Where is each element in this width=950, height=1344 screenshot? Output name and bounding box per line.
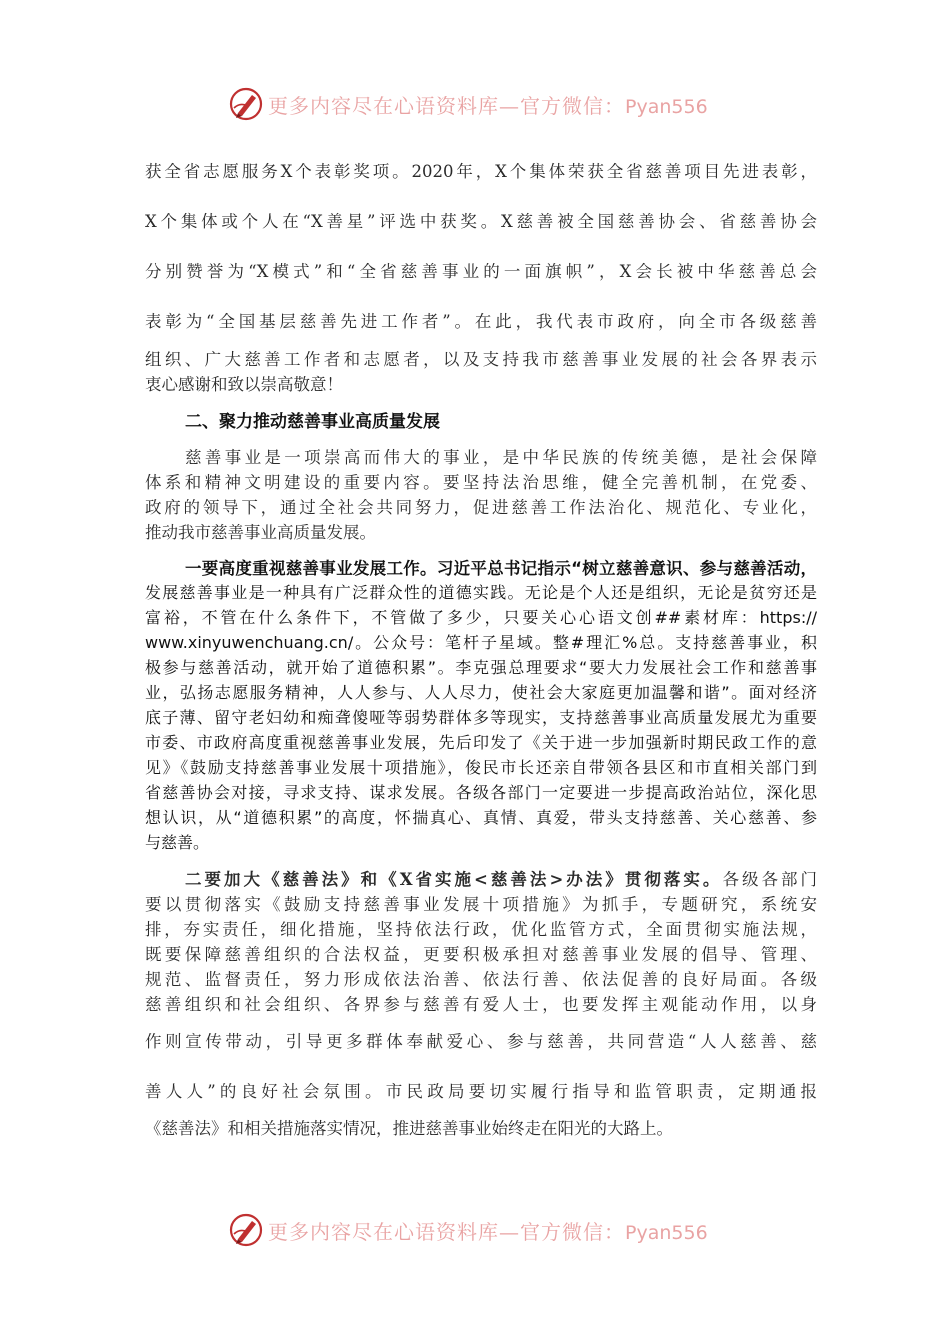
para3-line-7: 底子薄、留守老妇幼和痴聋傻哑等弱势群体多等现实，支持慈善事业高质量发展尤为重要 <box>145 708 817 727</box>
para1-line-4: 表彰为“全国基层慈善先进工作者”。在此，我代表市政府，向全市各级慈善 <box>145 312 817 331</box>
pen-logo-icon <box>228 1212 264 1248</box>
para2-line-2: 体系和精神文明建设的重要内容。要坚持法治思维，健全完善机制，在党委、 <box>145 473 817 492</box>
para1-line-2: X个集体或个人在“X善星”评选中获奖。X慈善被全国慈善协会、省慈善协会 <box>145 212 817 231</box>
watermark-banner-top <box>228 84 788 124</box>
para4-line-3: 排，夯实责任，细化措施，坚持依法行政，优化监管方式，全面贯彻实施法规， <box>145 920 817 939</box>
para2-line-3: 政府的领导下，通过全社会共同努力，促进慈善工作法治化、规范化、专业化， <box>145 498 817 517</box>
para3-line-1: 一要高度重视慈善事业发展工作。习近平总书记指示“树立慈善意识、参与慈善活动， <box>185 559 817 578</box>
para2-line-4: 推动我市慈善事业高质量发展。 <box>145 523 376 542</box>
para1-line-5: 组织、广大慈善工作者和志愿者，以及支持我市慈善事业发展的社会各界表示 <box>145 350 817 369</box>
para3-line-5: 极参与慈善活动，就开始了道德积累”。李克强总理要求“要大力发展社会工作和慈善事 <box>145 658 817 677</box>
watermark-text: 更多内容尽在心语资料库—官方微信：Pyan556 <box>268 93 708 118</box>
para3-line-8: 市委、市政府高度重视慈善事业发展，先后印发了《关于进一步加强新时期民政工作的意 <box>145 733 817 752</box>
para4-line-1: 二要加大《慈善法》和《X省实施<慈善法>办法》贯彻落实。各级各部门 <box>185 870 818 889</box>
para4-line-6: 慈善组织和社会组织、各界参与慈善有爱人士，也要发挥主观能动作用，以身 <box>145 995 817 1014</box>
para4-line-7: 作则宣传带动，引导更多群体奉献爱心、参与慈善，共同营造“人人慈善、慈 <box>145 1032 817 1051</box>
para4-line-2: 要以贯彻落实《鼓励支持慈善事业发展十项措施》为抓手，专题研究，系统安 <box>145 895 817 914</box>
section-heading: 二、聚力推动慈善事业高质量发展 <box>185 412 440 432</box>
pen-logo-icon <box>228 86 264 122</box>
para3-line-12: 与慈善。 <box>145 833 210 852</box>
para4-lead: 二要加大《慈善法》和《X省实施<慈善法>办法》贯彻落实。 <box>185 870 723 889</box>
para3-line-2: 发展慈善事业是一种具有广泛群众性的道德实践。无论是个人还是组织，无论是贫穷还是 <box>145 583 817 602</box>
para4-line-4: 既要保障慈善组织的合法权益，更要积极承担对慈善事业发展的倡导、管理、 <box>145 945 817 964</box>
para3-line-10: 省慈善协会对接，寻求支持、谋求发展。各级各部门一定要进一步提高政治站位，深化思 <box>145 783 817 802</box>
para4-line-5: 规范、监督责任，努力形成依法治善、依法行善、依法促善的良好局面。各级 <box>145 970 817 989</box>
para3-line-11: 想认识，从“道德积累”的高度，怀揣真心、真情、真爱，带头支持慈善、关心慈善、参 <box>145 808 817 827</box>
para3-line-9: 见》《鼓励支持慈善事业发展十项措施》，俊民市长还亲自带领各县区和市直相关部门到 <box>145 758 817 777</box>
para4-line-9: 《慈善法》和相关措施落实情况，推进慈善事业始终走在阳光的大路上。 <box>145 1119 673 1138</box>
para3-line-4: www.xinyuwenchuang.cn/。公众号：笔杆子星域。整#理汇%总。支持慈善事业，积 <box>145 633 817 652</box>
para3-line-3: 富裕，不管在什么条件下，不管做了多少，只要关心心语文创##素材库：https:// <box>145 608 817 627</box>
para1-line-3: 分别赞誉为“X模式”和“全省慈善事业的一面旗帜”，X会长被中华慈善总会 <box>145 262 817 281</box>
para3-line-6: 业，弘扬志愿服务精神，人人参与、人人尽力，使社会大家庭更加温馨和谐”。面对经济 <box>145 683 817 702</box>
para4-line-8: 善人人”的良好社会氛围。市民政局要切实履行指导和监管职责，定期通报 <box>145 1082 817 1101</box>
watermark-banner-bottom <box>228 1210 788 1250</box>
para2-line-1: 慈善事业是一项崇高而伟大的事业，是中华民族的传统美德，是社会保障 <box>185 448 817 467</box>
para1-line-6: 衷心感谢和致以崇高敬意！ <box>145 375 343 394</box>
para1-line-1: 获全省志愿服务X个表彰奖项。2020年，X个集体荣获全省慈善项目先进表彰， <box>145 162 817 181</box>
watermark-text: 更多内容尽在心语资料库—官方微信：Pyan556 <box>268 1219 708 1244</box>
